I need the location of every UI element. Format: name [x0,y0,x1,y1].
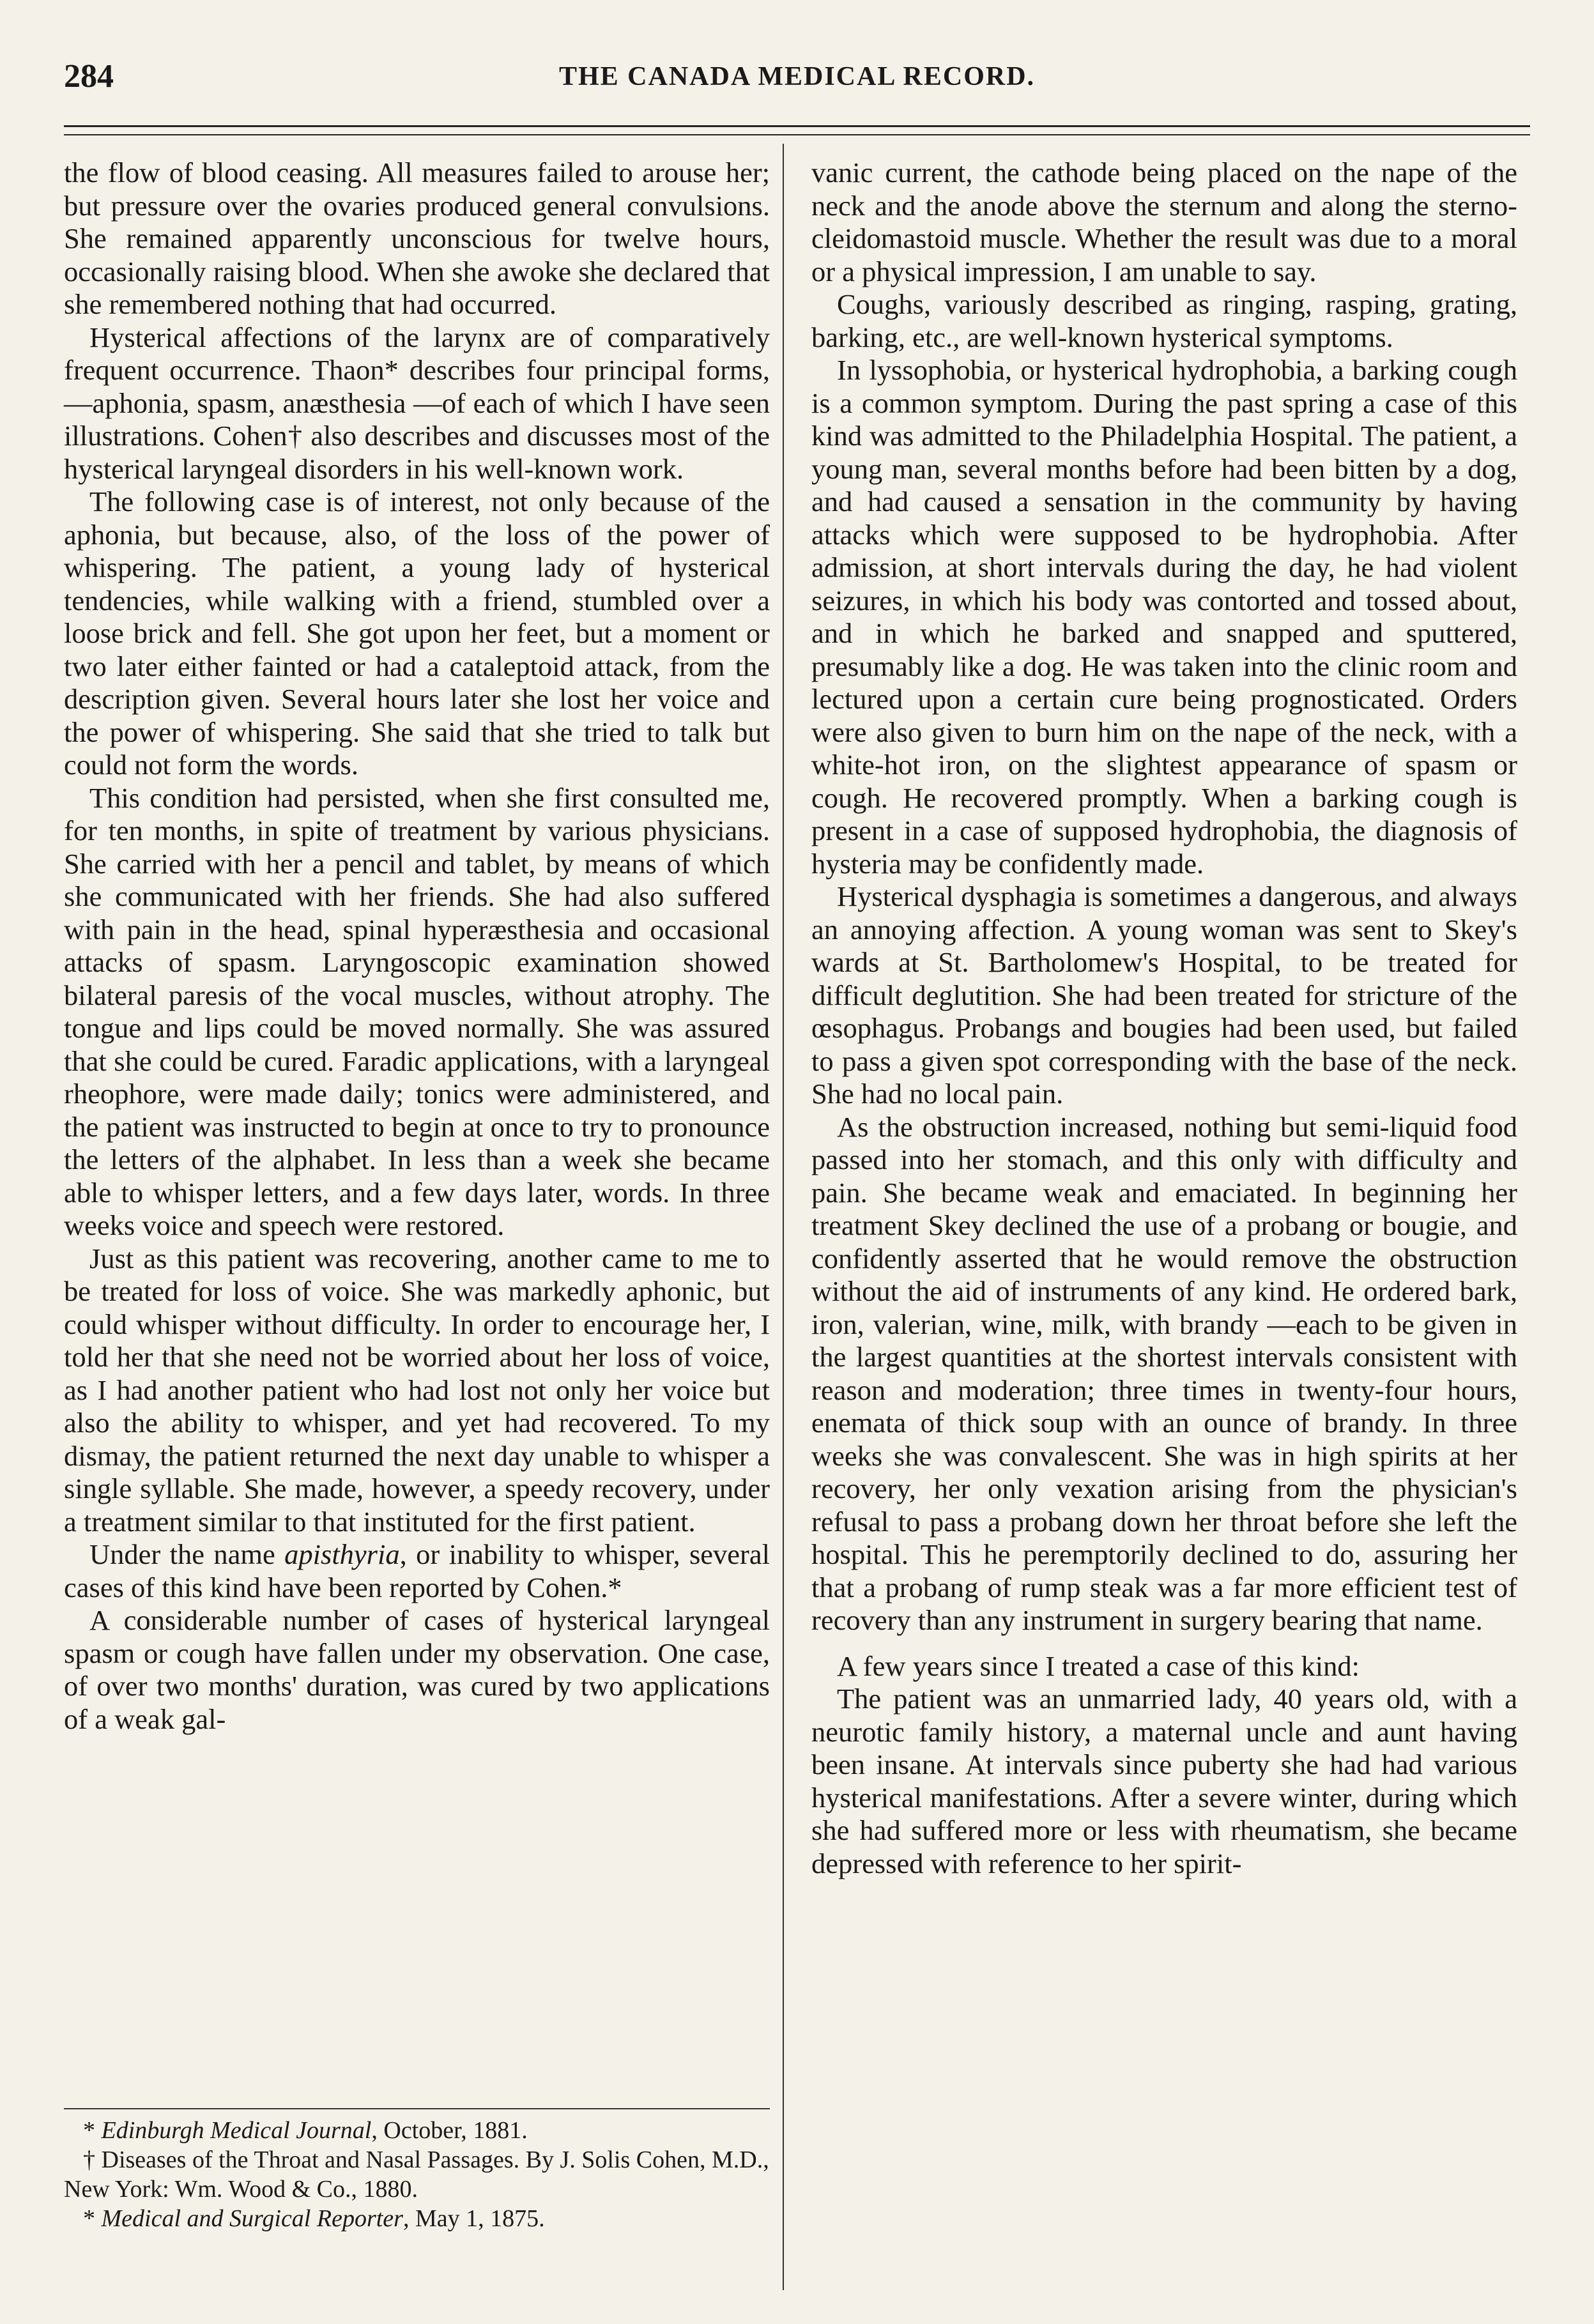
paragraph: vanic current, the cathode being placed on the nape of the neck and the anode above the sternum and along the sterno-cleidomastoid muscle. Whether the result was due to a moral or a physical impression, I am unable to say. [811,157,1517,287]
header-rule-double [64,134,1530,135]
running-head: THE CANADA MEDICAL RECORD. [558,62,1036,91]
page-header [64,45,1530,109]
paragraph: Just as this patient was recovering, another came to me to be treated for loss of voice. She was markedly aphonic, but could whisper without difficulty. In order to encourage her, I told her that she need not be worried about her loss of voice, as I had another patient who had lost not only her voice but also the ability to whisper, and yet had recovered. To my dismay, the patient returned the next day unable to whisper a single syllable. She made, however, a speedy recovery, under a treatment similar to that instituted for the first patient. [64,1242,770,1538]
paragraph: The following case is of interest, not only because of the aphonia, but because, also, of the loss of the power of whispering. The patient, a young lady of hysterical tendencies, while walking with a friend, stumbled over a loose brick and fell. She got upon her feet, but a moment or two later either fainted or had a cataleptoid attack, from the description given. Several hours later she lost her voice and the power of whispering. She said that she tried to talk but could not form the words. [64,485,770,781]
column-divider [783,144,784,2290]
paragraph: This condition had persisted, when she first consulted me, for ten months, in spite of treatment by various physicians. She carried with her a pencil and tablet, by means of which she communicated with her friends. She had also suffered with pain in the head, spinal hyperæsthesia and occasional attacks of spasm. Laryngoscopic examination showed bilateral paresis of the vocal muscles, without atrophy. The tongue and lips could be moved normally. She was assured that she could be cured. Faradic applications, with a laryngeal rheophore, were made daily; tonics were administered, and the patient was instructed to begin at once to try to pronounce the letters of the alphabet. In less than a week she became able to whisper letters, and a few days later, words. In three weeks voice and speech were restored. [64,781,770,1241]
footnotes [64,2108,770,2233]
paragraph: Hysterical affections of the larynx are of comparatively frequent occurrence. Thaon* describes four principal forms,—aphonia, spasm, anæsthesia —of each of which I have seen illustrations. Cohen† also describes and discusses most of the hysterical laryngeal disorders in his well-known work. [64,321,770,485]
header-rule [64,125,1530,127]
footnote: * Medical and Surgical Reporter, May 1, 1875. [83,2205,545,2232]
page-number: 284 [64,58,114,95]
paragraph: the flow of blood ceasing. All measures failed to arouse her; but pressure over the ovaries produced general convulsions. She remained apparently unconscious for twelve hours, occasionally raising blood. When she awoke she declared that she remembered nothing that had occurred. [64,157,770,320]
paragraph: A few years since I treated a case of this kind: [837,1649,1360,1682]
footnote: † Diseases of the Throat and Nasal Passages. By J. Solis Cohen, M.D., New York: Wm. Wood & Co., 1880. [64,2146,769,2203]
right-column [811,157,1517,1880]
footnote: * Edinburgh Medical Journal, October, 1881. [83,2117,528,2144]
paragraph: Coughs, variously described as ringing, rasping, grating, barking, etc., are well-known hysterical symptoms. [811,288,1517,353]
paragraph: A considerable number of cases of hysterical laryngeal spasm or cough have fallen under my observation. One case, of over two months' duration, was cured by two applications of a weak gal- [64,1604,770,1735]
term-apisthyria: apisthyria [284,1538,400,1570]
paragraph: In lyssophobia, or hysterical hydrophobia, a barking cough is a common symptom. During the past spring a case of this kind was admitted to the Philadelphia Hospital. The patient, a young man, several months before had been bitten by a dog, and had caused a sensation in the community by having attacks which were supposed to be hydrophobia. After admission, at short intervals during the day, he had violent seizures, in which his body was contorted and tossed about, and in which he barked and snapped and sputtered, presumably like a dog. He was taken into the clinic room and lectured upon a certain cure being prognosticated. Orders were also given to burn him on the nape of the neck, with a white-hot iron, on the slightest appearance of spasm or cough. He recovered promptly. When a barking cough is present in a case of supposed hydrophobia, the diagnosis of hysteria may be confidently made. [811,354,1517,880]
paragraph: As the obstruction increased, nothing but semi-liquid food passed into her stomach, and this only with difficulty and pain. She became weak and emaciated. In beginning her treatment Skey declined the use of a probang or bougie, and confidently asserted that he would remove the obstruction without the aid of instruments of any kind. He ordered bark, iron, valerian, wine, milk, with brandy —each to be given in the largest quantities at the shortest intervals consistent with reason and moderation; three times in twenty-four hours, enemata of thick soup with an ounce of brandy. In three weeks she was convalescent. She was in high spirits at her recovery, her only vexation arising from the physician's refusal to pass a probang down her throat before she left the hospital. This he peremptorily declined to do, assuring her that a probang of rump steak was a far more efficient test of recovery than any instrument in surgery bearing that name. [811,1110,1517,1636]
paragraph: Hysterical dysphagia is sometimes a dangerous, and always an annoying affection. A young woman was sent to Skey's wards at St. Bartholomew's Hospital, to be treated for difficult deglutition. She had been treated for stricture of the œsophagus. Probangs and bougies had been used, but failed to pass a given spot corresponding with the base of the neck. She had no local pain. [811,880,1517,1110]
paragraph-apisthyria: Under the name apisthyria, or inability to whisper, several cases of this kind have been reported by Cohen.* [64,1538,770,1603]
left-column [64,157,770,1736]
paragraph: The patient was an unmarried lady, 40 years old, with a neurotic family history, a maternal uncle and aunt having been insane. At intervals since puberty she had had various hysterical manifestations. After a severe winter, during which she had suffered more or less with rheumatism, she became depressed with reference to her spirit- [811,1683,1517,1879]
